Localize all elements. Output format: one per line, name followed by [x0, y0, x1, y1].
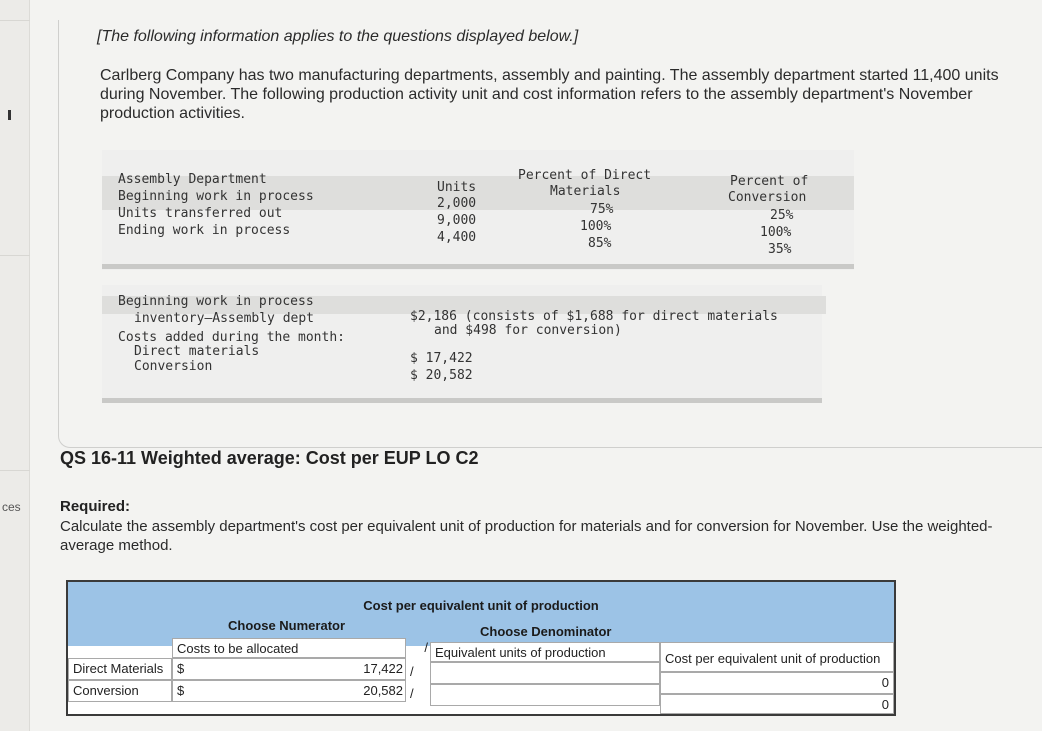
denominator-materials-input[interactable] — [430, 662, 660, 684]
denominator-label-cell[interactable]: Equivalent units of production — [430, 642, 660, 662]
left-sidebar-strip — [0, 0, 30, 731]
currency-symbol: $ — [177, 683, 185, 698]
sidebar-tab[interactable] — [0, 255, 30, 455]
conversion-pct: 100% — [760, 225, 792, 240]
numerator-value: 17,422 — [363, 661, 403, 676]
row-label: Beginning work in process — [118, 189, 314, 204]
required-label: Required: — [60, 498, 131, 515]
bwip-value-2: and $498 for conversion) — [434, 323, 622, 338]
required-text: Calculate the assembly department's cost per equivalent unit of production for materials and for conversion for November. Use the weighted-average method. — [60, 518, 993, 554]
conversion-pct: 35% — [768, 242, 792, 257]
materials-pct: 100% — [580, 219, 612, 234]
divider-slash: / — [410, 664, 414, 679]
currency-symbol: $ — [177, 661, 185, 676]
conversion-pct: 25% — [770, 208, 794, 223]
question-title: QS 16-11 Weighted average: Cost per EUP LO C2 — [60, 448, 479, 468]
numerator-value: 20,582 — [363, 683, 403, 698]
divider-slash: / — [424, 640, 428, 655]
numerator-header: Choose Numerator — [228, 618, 346, 633]
result-label-cell: Cost per equivalent unit of production — [660, 642, 894, 672]
units-value: 4,400 — [437, 230, 477, 245]
worksheet-title: Cost per equivalent unit of production — [363, 598, 599, 613]
units-value: 2,000 — [437, 196, 477, 211]
table-rule — [102, 398, 822, 403]
row-label-conversion: Conversion — [68, 680, 172, 702]
intro-paragraph: Carlberg Company has two manufacturing departments, assembly and painting. The assembly department started 11,400 units during November. The following production activity unit and cost information refers to the assembly department's November production activities. — [100, 67, 999, 122]
bwip-label: Beginning work in process — [118, 294, 314, 309]
col-materials-header: Percent of Direct — [518, 168, 652, 183]
result-conversion: 0 — [660, 694, 894, 714]
numerator-label-cell[interactable]: Costs to be allocated — [172, 638, 406, 658]
row-label: Ending work in process — [118, 223, 291, 238]
denominator-header: Choose Denominator — [480, 624, 612, 639]
conv-value: $ 20,582 — [410, 368, 473, 383]
col-conversion-header-2: Conversion — [728, 190, 807, 205]
col-units-header: Units — [437, 180, 477, 195]
denominator-conversion-input[interactable] — [430, 684, 660, 706]
row-label-materials: Direct Materials — [68, 658, 172, 680]
numerator-materials-input[interactable] — [172, 658, 406, 680]
numerator-conversion-input[interactable] — [172, 680, 406, 702]
result-materials: 0 — [660, 672, 894, 694]
table-rule — [102, 264, 854, 269]
divider-slash: / — [410, 686, 414, 701]
col-conversion-header: Percent of — [730, 174, 809, 189]
intro-note: [The following information applies to the questions displayed below.] — [97, 28, 579, 45]
bwip-label-2: inventory—Assembly dept — [134, 311, 315, 326]
table-title: Assembly Department — [118, 172, 267, 187]
dm-value: $ 17,422 — [410, 351, 473, 366]
col-materials-header-2: Materials — [550, 184, 621, 199]
sidebar-label: ces — [2, 500, 21, 514]
materials-pct: 85% — [588, 236, 612, 251]
row-label: Units transferred out — [118, 206, 283, 221]
costs-added-label: Costs added during the month: — [118, 330, 345, 345]
worksheet-table — [66, 580, 896, 716]
sidebar-tab[interactable] — [0, 20, 30, 220]
units-value: 9,000 — [437, 213, 477, 228]
conv-label: Conversion — [134, 359, 213, 374]
materials-pct: 75% — [590, 202, 614, 217]
dm-label: Direct materials — [134, 344, 260, 359]
sidebar-marker — [8, 110, 11, 120]
bwip-value: $2,186 (consists of $1,688 for direct materials — [410, 309, 778, 324]
